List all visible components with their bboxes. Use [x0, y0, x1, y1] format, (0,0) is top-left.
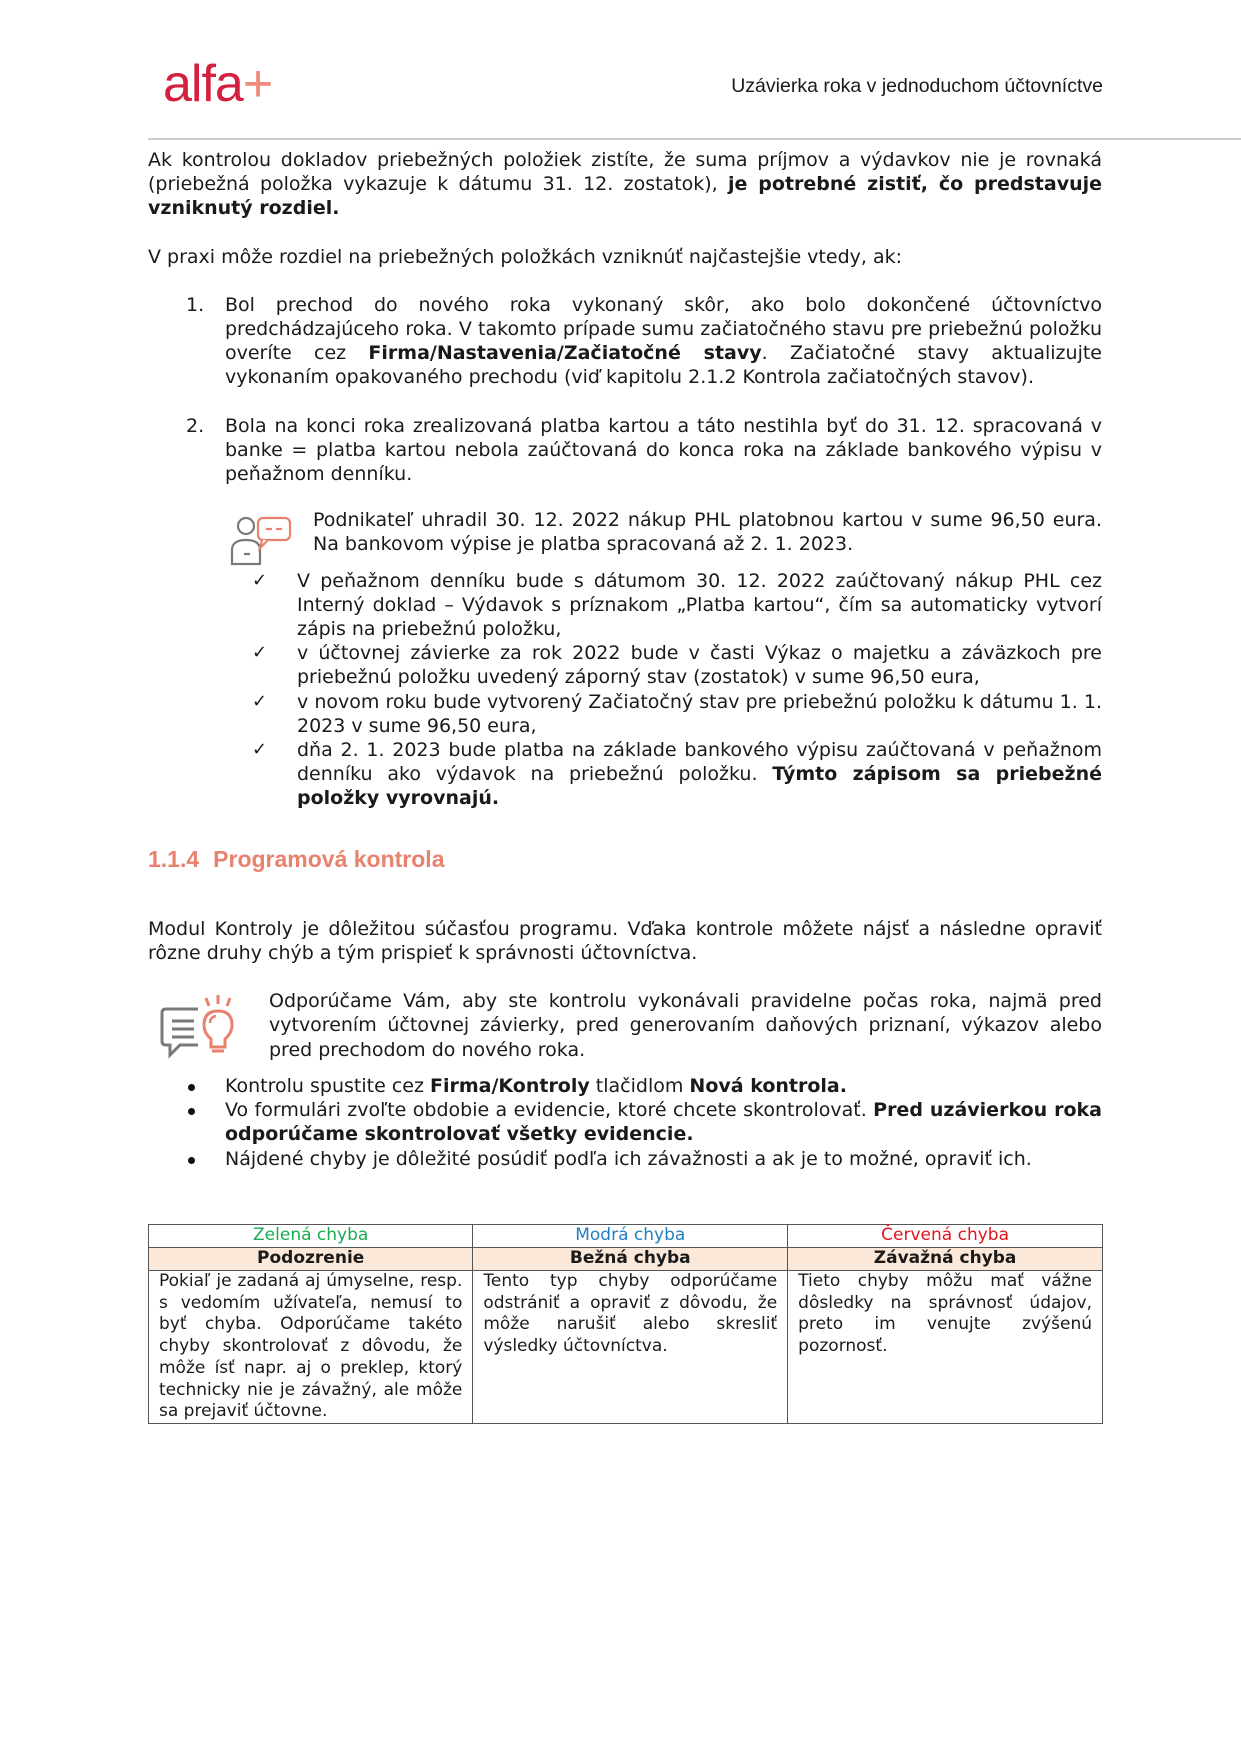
check-bold-text: Týmto zápisom sa priebežné položky vyrovnajú. [297, 763, 1102, 810]
cause-item [148, 414, 1102, 487]
error-type-row [149, 1248, 1103, 1271]
green-error-description: Pokiaľ je zadaná aj úmyselne, resp. s vedomím užívateľa, nemusí to byť chyba. Odporúčame takéto chyby skontrolovať z dôvodu, že môže ísť napr. aj o preklep, ktorý technicky nie je závažný, ale môže sa prejaviť účtovne. [149, 1271, 473, 1424]
bullet-item [148, 1074, 1102, 1098]
check-item [148, 738, 1102, 811]
red-error-name: Červená chyba [788, 1225, 1103, 1248]
tip-text: Odporúčame Vám, aby ste kontrolu vykonávali pravidelne počas roka, najmä pred vytvorením účtovnej závierky, pred generovaním daňových priznaní, výkazov alebo pred prechodom do nového roka. [269, 990, 1102, 1061]
example-text: Podnikateľ uhradil 30. 12. 2022 nákup PHL platobnou kartou v sume 96,50 eura. Na bankovom výpise je platba spracovaná až 2. 1. 2023. [313, 509, 1102, 556]
list-number: 1. [186, 293, 205, 316]
green-error-name: Zelená chyba [149, 1225, 473, 1248]
cause-text: . Začiatočné stavy aktualizujte vykonaním opakovaného prechodu (viď kapitolu 2.1.2 Kontrola začiatočných stavov). [225, 342, 1102, 389]
bullet-bold: Nová kontrola. [689, 1074, 847, 1097]
intro-paragraph [148, 148, 1102, 221]
checkmark-icon: ✓ [252, 642, 268, 664]
section-intro: Modul Kontroly je dôležitou súčasťou programu. Vďaka kontrole môžete nájsť a následne opraviť rôzne druhy chýb a tým prispieť k správnosti účtovníctva. [148, 917, 1102, 965]
cause-item [148, 293, 1102, 390]
alfa-plus-logo [163, 55, 273, 113]
instructions-list [148, 1074, 1102, 1171]
intro-bold-text: je potrebné zistiť, čo predstavuje vzniknutý rozdiel. [148, 173, 1103, 220]
bullet-text: Vo formulári zvoľte obdobie a evidencie, ktoré chcete skontrolovať. [225, 1099, 874, 1122]
check-text: V peňažnom denníku bude s dátumom 30. 12. 2022 zaúčtovaný nákup PHL cez Interný doklad – Výdavok s príznakom „Platba kartou“, čím sa automaticky vytvorí zápis na priebežnú položku, [297, 569, 1102, 641]
checkmark-icon: ✓ [252, 569, 268, 591]
intro-text: Ak kontrolou dokladov priebežných položiek zistíte, že suma príjmov a výdavkov nie je rovnaká (priebežná položka vykazuje k dátumu 31. 12. zostatok), [148, 149, 1102, 196]
blue-error-type: Bežná chyba [473, 1248, 788, 1271]
header-divider [148, 138, 1241, 140]
error-name-row [149, 1225, 1103, 1248]
document-header-title: Uzávierka roka v jednoduchom účtovníctve [731, 75, 1103, 97]
check-item [148, 690, 1102, 738]
red-error-type: Závažná chyba [788, 1248, 1103, 1271]
blue-error-name: Modrá chyba [473, 1225, 788, 1248]
list-number: 2. [186, 414, 205, 437]
section-number: 1.1.4 [148, 845, 200, 872]
bullet-text: Kontrolu spustite cez [225, 1074, 430, 1097]
cause-text: Bol prechod do nového roka vykonaný skôr, ako bolo dokončené účtovníctvo predchádzajúceho roka. V takomto prípade sumu začiatočného stavu pre priebežnú položku overíte cez [225, 293, 1102, 365]
lightbulb-chat-icon [158, 991, 244, 1061]
blue-error-description: Tento typ chyby odporúčame odstrániť a opraviť z dôvodu, že môže narušiť alebo skresliť výsledky účtovníctva. [473, 1271, 788, 1424]
document-body [148, 148, 1102, 1171]
check-text: dňa 2. 1. 2023 bude platba na základe bankového výpisu zaúčtovaná v peňažnom denníku ako výdavok na priebežnú položku. [297, 739, 1102, 786]
bullet-icon [188, 1157, 195, 1164]
red-error-description: Tieto chyby môžu mať vážne dôsledky na správnosť údajov, preto im venujte zvýšenú pozornosť. [788, 1271, 1103, 1424]
error-description-row [149, 1271, 1103, 1424]
cause-text: Bola na konci roka zrealizovaná platba kartou a táto nestihla byť do 31. 12. spracovaná v banke = platba kartou nebola zaúčtovaná do konca roka na základe bankového výpisu v peňažnom denníku. [225, 414, 1102, 486]
check-item [148, 569, 1102, 642]
bullet-icon [188, 1084, 195, 1091]
logo-text: alfa [163, 55, 243, 113]
menu-path: Firma/Nastavenia/Začiatočné stavy [368, 342, 762, 365]
check-text: v účtovnej závierke za rok 2022 bude v časti Výkaz o majetku a záväzkoch pre priebežnú položku uvedený záporný stav (zostatok) v sume 96,50 eura, [297, 642, 1102, 689]
bullet-bold: Firma/Kontroly [429, 1074, 590, 1097]
check-text: v novom roku bude vytvorený Začiatočný stav pre priebežnú položku k dátumu 1. 1. 2023 v sume 96,50 eura, [297, 690, 1102, 737]
checkmark-list [148, 569, 1102, 811]
person-speech-icon [226, 512, 296, 568]
bullet-item [148, 1147, 1102, 1171]
checkmark-icon: ✓ [252, 690, 268, 712]
causes-intro: V praxi môže rozdiel na priebežných položkách vzniknúť najčastejšie vtedy, ak: [148, 245, 902, 268]
section-title: Programová kontrola [213, 845, 445, 872]
bullet-text: Nájdené chyby je dôležité posúdiť podľa ich závažnosti a ak je to možné, opraviť ich. [225, 1147, 1032, 1170]
example-note [148, 508, 1102, 556]
bullet-icon [188, 1108, 195, 1115]
checkmark-icon: ✓ [252, 739, 268, 761]
green-error-type: Podozrenie [149, 1248, 473, 1271]
causes-list [148, 293, 1102, 486]
section-heading [148, 847, 1102, 871]
bullet-item [148, 1098, 1102, 1146]
error-types-table [148, 1224, 1103, 1424]
check-item [148, 641, 1102, 689]
logo-plus: + [242, 55, 273, 113]
bullet-text: tlačidlom [589, 1074, 690, 1097]
bullet-bold: Pred uzávierkou roka odporúčame skontrolovať všetky evidencie. [225, 1099, 1102, 1146]
tip-note [148, 989, 1102, 1062]
